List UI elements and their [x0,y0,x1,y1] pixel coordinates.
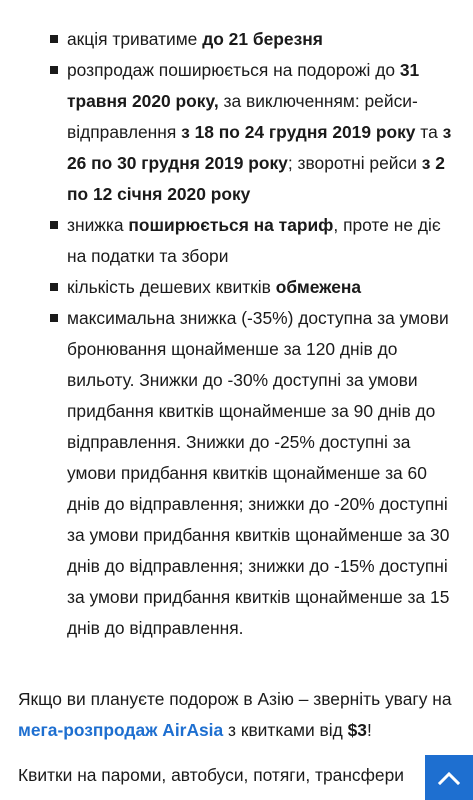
term-text: акція триватиме [67,29,203,49]
term-text-bold: з 26 по 30 грудня 2019 року [67,122,452,173]
term-text: та [415,122,443,142]
bullet-icon [50,66,58,74]
term-text-bold: обмежена [275,277,362,297]
term-text: кількість дешевих квитків [67,277,276,297]
bullet-icon [50,221,58,229]
term-item [46,303,461,644]
transport-text: Квитки на пароми, автобуси, потяги, трансфери [18,765,404,785]
term-text: знижка [67,215,129,235]
airasia-sale-link[interactable]: мега-розпродаж AirAsia [18,720,224,740]
term-text: ; зворотні рейси [287,153,422,173]
promo-text-after: ! [366,720,372,740]
term-text-bold: до 21 березня [202,29,323,49]
bullet-icon [50,35,58,43]
scroll-to-top-button[interactable] [425,755,473,800]
term-text-bold: з 18 по 24 грудня 2019 року [181,122,416,142]
term-text-bold: поширюється на тариф [128,215,334,235]
term-item [46,210,461,272]
term-text: максимальна знижка (-35%) доступна за умови бронювання щонайменше за 120 днів до вильоту. Знижки до -30% доступні за умови придбання квитків щонайменше за 90 днів до відправлення. Знижки до -25% доступні за умови придбання квитків щонайменше за 60 днів до відправлення; знижки до -20% доступні за умови придбання квитків щонайменше за 30 днів до відправлення; знижки до -15% доступні за умови придбання квитків щонайменше за 15 днів до відправлення. [67,308,450,638]
promo-paragraph [18,684,458,746]
bullet-icon [50,283,58,291]
promo-terms-list [46,24,461,644]
term-item [46,24,461,55]
chevron-up-icon [438,771,460,785]
promo-price: $3 [347,720,367,740]
term-text-bold: з 2 по 12 січня 2020 року [67,153,445,204]
bullet-icon [50,314,58,322]
term-text: , проте не діє на податки та збори [67,215,441,266]
term-item [46,55,461,210]
term-item [46,272,461,303]
term-text: за виключенням: рейси-відправлення [67,91,418,142]
promo-text-middle: з квитками від [223,720,348,740]
term-text: розпродаж поширюється на подорожі до [67,60,400,80]
transport-paragraph [18,760,458,791]
promo-text-before: Якщо ви плануєте подорож в Азію – зверніть увагу на [18,689,452,709]
term-text-bold: 31 травня 2020 року, [67,60,420,111]
